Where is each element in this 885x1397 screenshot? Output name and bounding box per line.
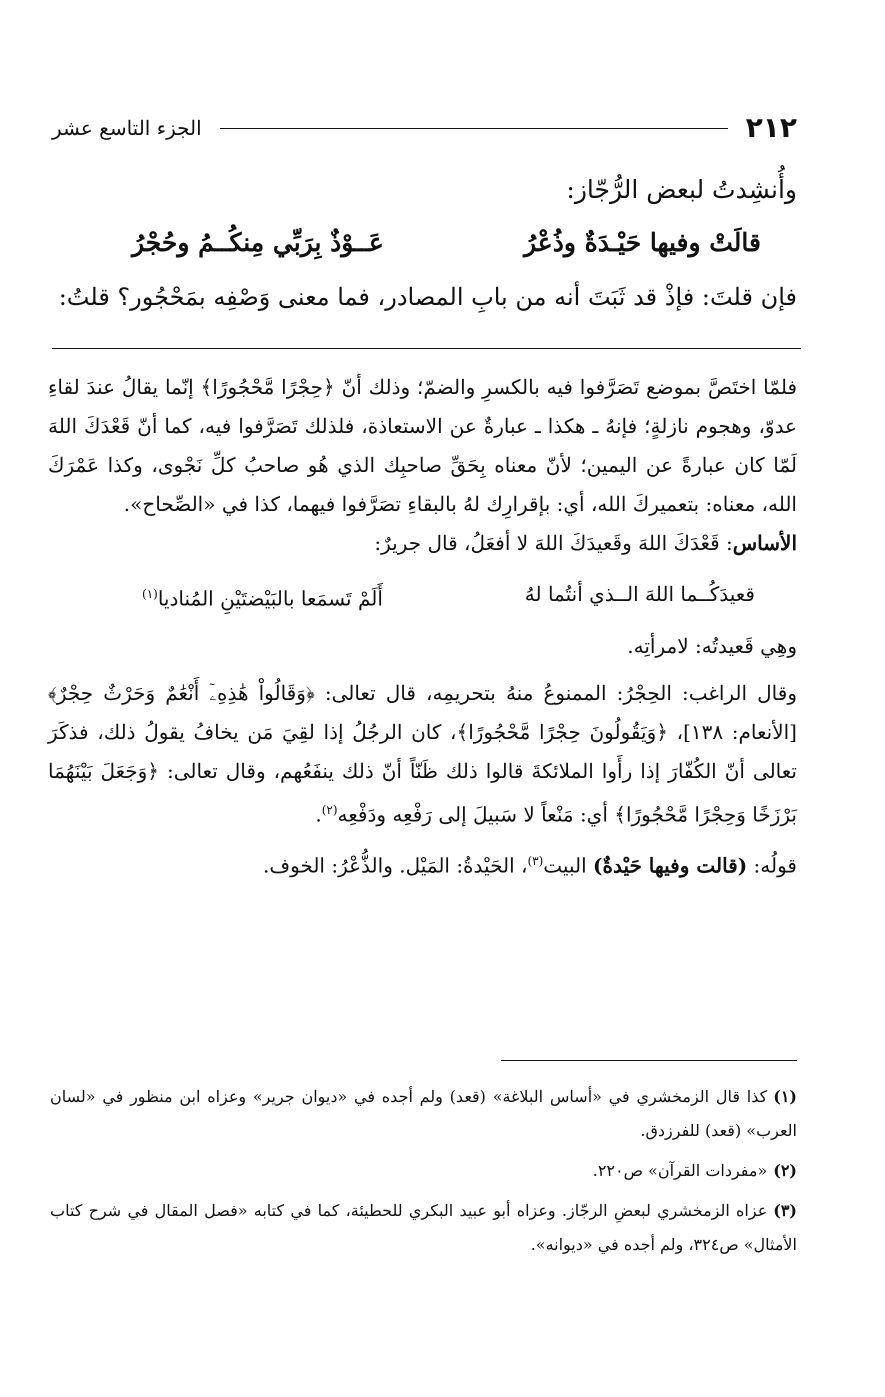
qawluh-bold: (قالت وفيها حَيْدةٌ) bbox=[593, 853, 748, 878]
verse-couplet bbox=[62, 228, 797, 257]
qaida-line: وهِي قَعيدتُه: لامرأتِه. bbox=[627, 633, 797, 658]
section-divider bbox=[52, 348, 801, 349]
verse-first-hemistich: قالَتْ وفيها حَيْـدَةٌ وذُعْرُ bbox=[523, 228, 761, 257]
upper-text-block bbox=[58, 170, 797, 341]
question-line: فإن قلتَ: فإذْ قد ثَبَتَ أنه من بابِ المصادر، فما معنى وَصْفِه بمَحْجُور؟ قلتُ: bbox=[58, 283, 797, 311]
qawluh-start: قولُه: bbox=[747, 853, 797, 878]
jarir-verse-second-hemistich bbox=[142, 575, 383, 619]
asas-text: : قَعْدَكَ اللهَ وقَعيدَكَ اللهَ لا أفعَلُ، قال جريرٌ: bbox=[374, 531, 733, 555]
jarir-verse-second-text: أَلَمْ تَسمَعا بالبَيْضتَيْنِ المُناديا bbox=[157, 586, 383, 611]
commentary-body bbox=[48, 368, 797, 886]
footnote-ref-2[interactable]: (٢) bbox=[321, 802, 338, 817]
footnote-ref-1[interactable]: (١) bbox=[142, 587, 158, 601]
verse-second-hemistich: عَــوْذٌ بِرَبِّي مِنكُــمُ وحُجْرُ bbox=[132, 228, 384, 257]
header-rule bbox=[220, 128, 728, 129]
raghib-text: وقال الراغب: الحِجْرُ: الممنوعُ منهُ بتحريمِه، قال تعالى: ﴿وَقَالُواْ هَٰذِهِۦٓ أَنْعَٰمٌ وَحَرْثٌ حِجْرٌ﴾ [الأنعام: ١٣٨]، ﴿وَيَقُولُونَ حِجْرًا مَّحْجُورًا﴾، كان الرجُلُ إذا لقِيَ مَن يخافُ يقولُ ذلك، فذكَرَ تعالى أنّ الكُفّارَ إذا رأَوا الملائكةَ قالوا ذلك ظَنّاً أنّ ذلك ينفَعُهم، وقال تعالى: ﴿وَجَعَلَ بَيْنَهُمَا بَرْزَخًا وَحِجْرًا مَّحْجُورًا﴾ أي: مَنْعاً لا سَبيلَ إلى رَفْعِه ودَفْعِه bbox=[48, 680, 797, 827]
paragraph-qawluh bbox=[48, 842, 797, 886]
footnote-ref-3[interactable]: (٣) bbox=[527, 854, 544, 869]
footnote-text: عزاه الزمخشري لبعضِ الرجّاز. وعزاه أبو عبيد البكري للحطيئة، كما في كتابه «فصل المقال في شرح كتاب الأمثال» ص٣٢٤، ولم أجده في «ديوانه». bbox=[50, 1201, 797, 1254]
footnote-number: (١) bbox=[773, 1087, 797, 1106]
footnote-2 bbox=[50, 1154, 797, 1188]
asas-label: الأساس bbox=[732, 531, 797, 555]
running-title: الجزء التاسع عشر bbox=[52, 116, 202, 140]
qawluh-mid: البيت bbox=[543, 853, 593, 878]
footnote-number: (٣) bbox=[773, 1201, 797, 1220]
footnote-1 bbox=[50, 1080, 797, 1148]
intro-line: وأُنشِدتُ لبعض الرُّجّاز: bbox=[566, 175, 797, 204]
footnote-rule bbox=[501, 1060, 797, 1061]
qawluh-end: ، الحَيْدةُ: المَيْل. والذُّعْرُ: الخوف. bbox=[263, 853, 528, 878]
footnote-number: (٢) bbox=[773, 1161, 797, 1180]
asas-line bbox=[48, 524, 797, 563]
jarir-verse-first-hemistich: قعيدَكُــما اللهَ الــذي أنتُما لهُ bbox=[524, 582, 755, 606]
paragraph-raghib bbox=[48, 674, 797, 835]
footnote-3 bbox=[50, 1194, 797, 1262]
footnote-text: «مفردات القرآن» ص٢٢٠. bbox=[592, 1161, 768, 1180]
page-header bbox=[52, 108, 797, 148]
page-number: ٢١٢ bbox=[745, 111, 797, 144]
raghib-end: . bbox=[315, 802, 322, 827]
footnote-text: كذا قال الزمخشري في «أساس البلاغة» (قعد) ولم أجده في «ديوان جرير» وعزاه ابن منظور في «لسان العرب» (قعد) للفرزدق. bbox=[50, 1087, 797, 1140]
paragraph-sihah: فلمّا اختَصَّ بموضع تَصَرَّفوا فيه بالكسرِ والضمّ؛ وذلك أنّ ﴿حِجْرًا مَّحْجُورًا﴾ إنّما يقالُ عندَ لقاءِ عدوّ، وهجوم نازلةٍ؛ فإنهُ ـ هكذا ـ عبارةٌ عن الاستعاذة، فلذلك تَصَرَّفوا فيه، كما أنّ قَعْدَكَ اللهَ لَمّا كان عبارةً عن اليمين؛ لأنّ معناه بِحَقِّ صاحبِك الذي هُو صاحبُ كلِّ نَجْوى، وكذا عَمْرَكَ الله، معناه: بتعميركَ الله، أي: بإقرارِك لهُ بالبقاءِ تصَرَّفوا فيهما، كذا في «الصِّحاح». bbox=[48, 375, 798, 516]
jarir-verse bbox=[48, 575, 797, 619]
footnotes bbox=[50, 1080, 797, 1268]
